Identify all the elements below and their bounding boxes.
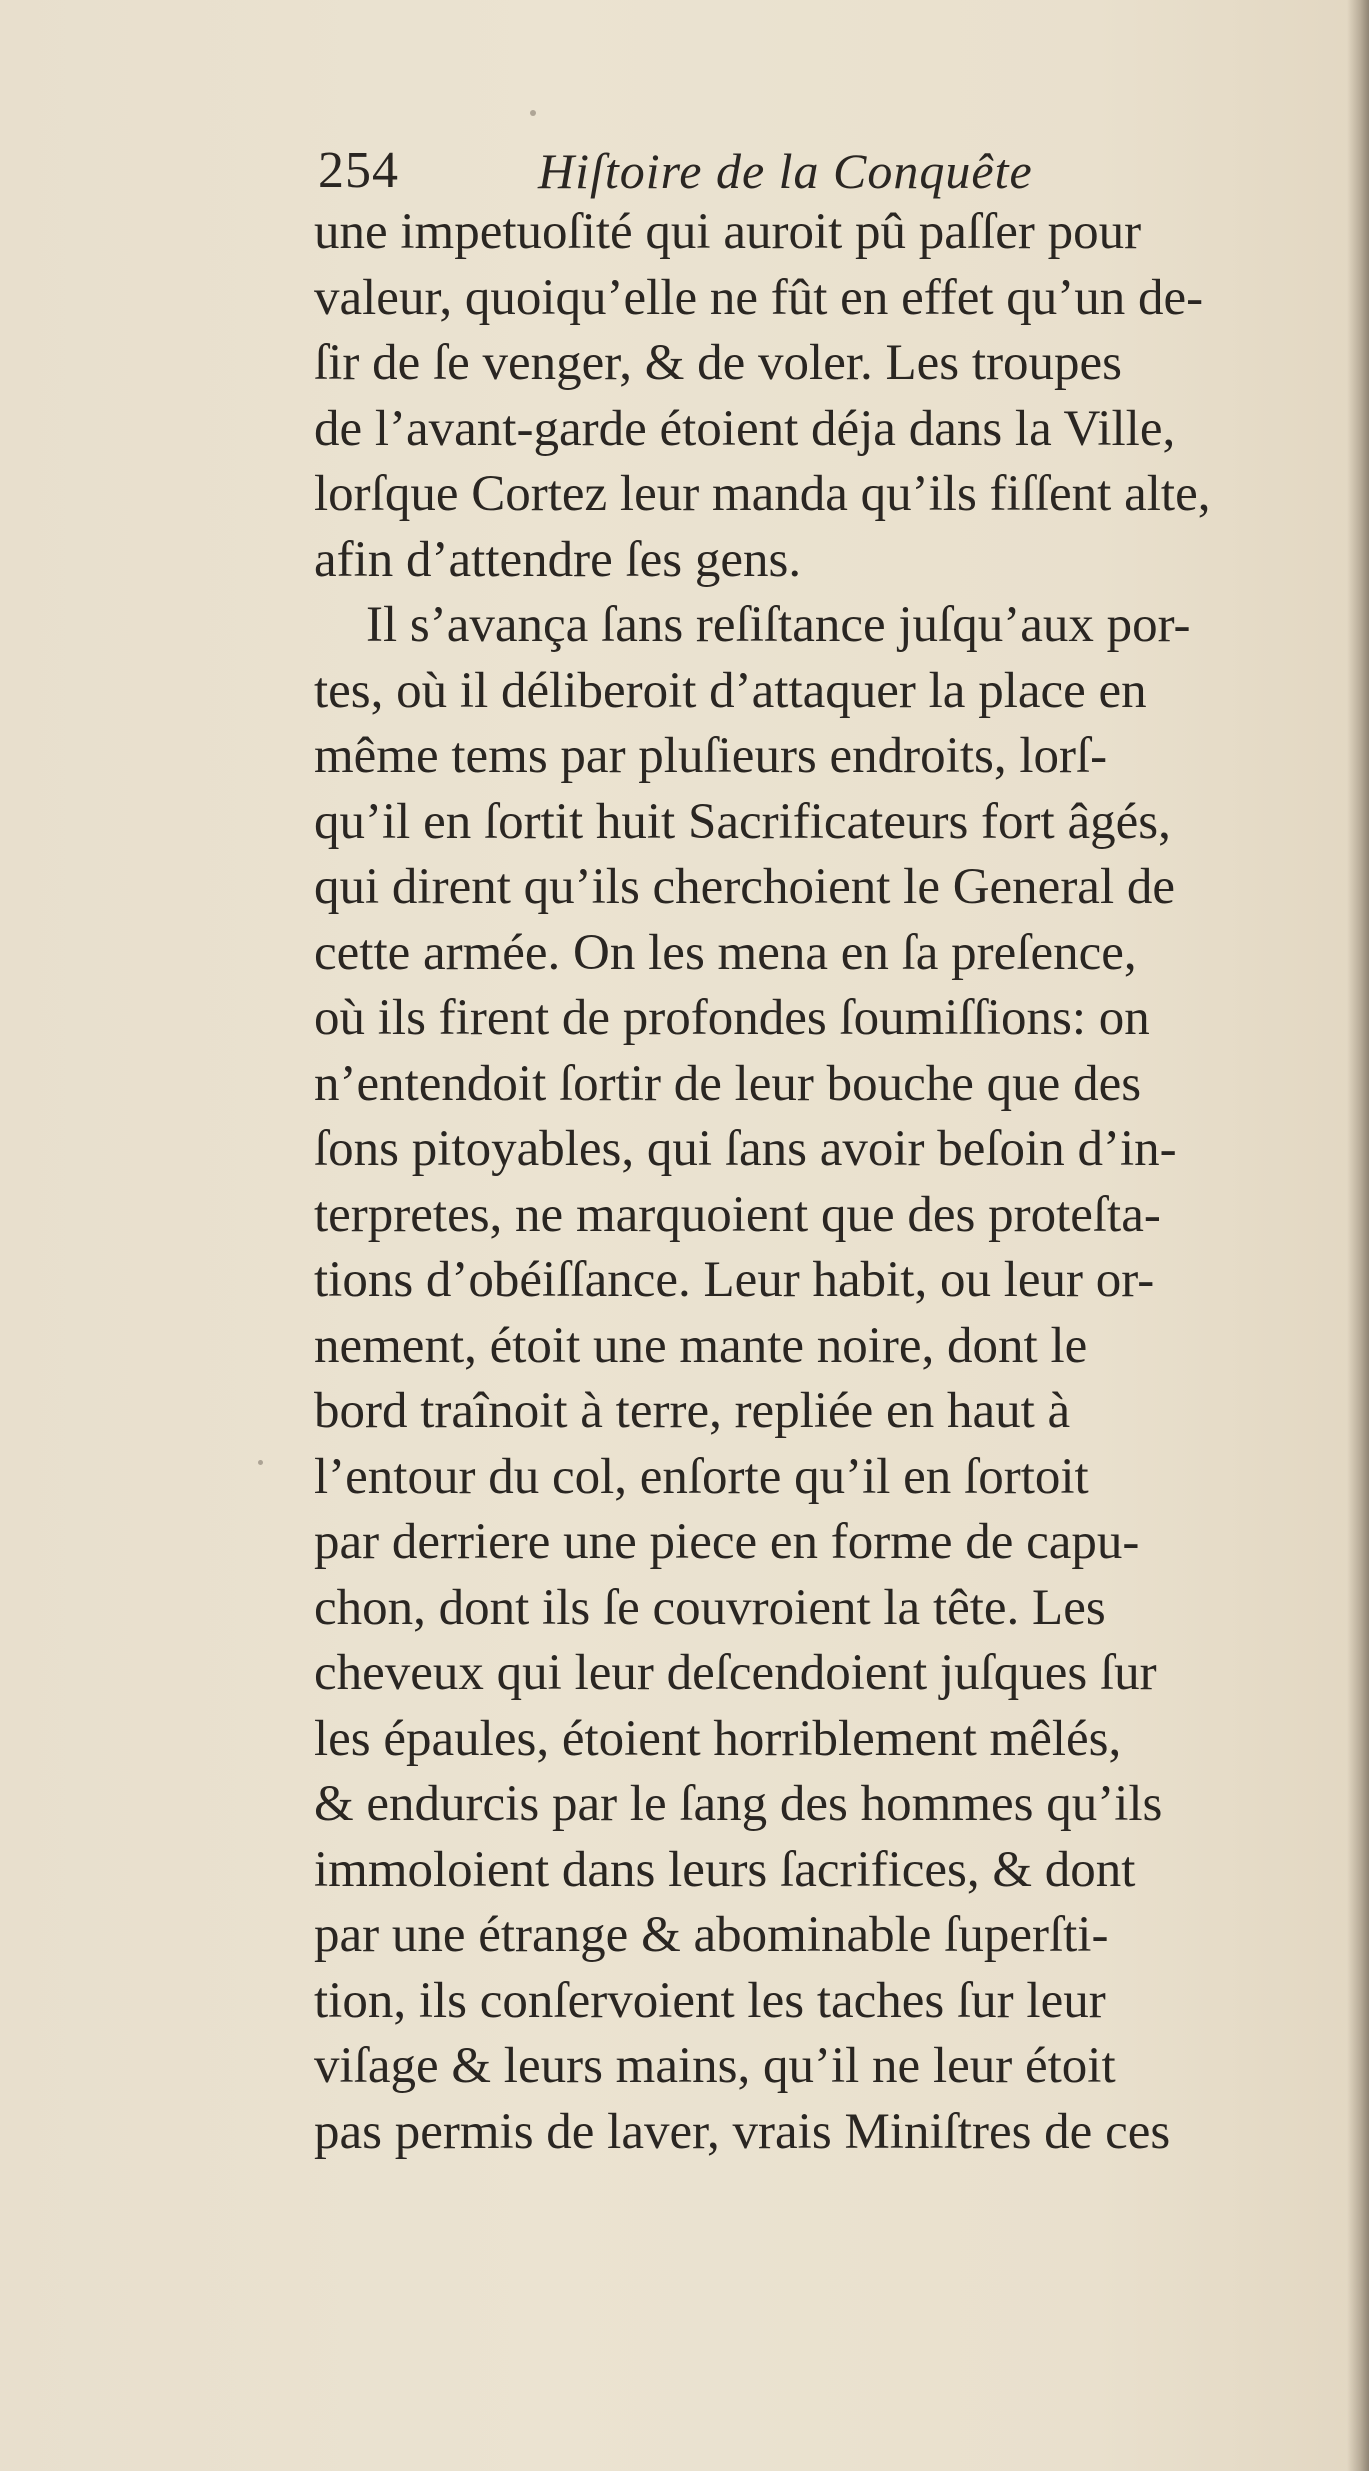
text-line: par une étrange & abominable ſuperſti- [314,1907,1109,1963]
text-line: même tems par pluſieurs endroits, lorſ- [314,728,1108,784]
text-line: & endurcis par le ſang des hommes qu’ils [314,1776,1163,1832]
text-line: n’entendoit ſortir de leur bouche que des [314,1055,1142,1112]
text-line: ſons pitoyables, qui ſans avoir beſoin d’in- [314,1121,1177,1177]
text-line: une impetuoſité qui auroit pû paſſer pour [314,204,1142,260]
text-line: valeur, quoiqu’elle ne fût en effet qu’un de- [314,269,1204,326]
text-line: viſage & leurs mains, qu’il ne leur étoit [314,2038,1116,2094]
paragraph-start-line: Il s’avança ſans reſiſtance juſqu’aux por- [366,597,1191,653]
paper-speck [530,110,536,116]
text-line: tion, ils conſervoient les taches ſur leur [314,1972,1106,2029]
text-line: afin d’attendre ſes gens. [314,531,802,588]
text-line: terpretes, ne marquoient que des proteſta- [314,1186,1161,1243]
text-line: chon, dont ils ſe couvroient la tête. Les [314,1579,1106,1636]
text-line: lorſque Cortez leur manda qu’ils fiſſent alte, [314,466,1211,522]
text-line: tions d’obéiſſance. Leur habit, ou leur or- [314,1252,1155,1308]
text-line: qu’il en ſortit huit Sacrificateurs fort âgés, [314,793,1171,850]
page-header [318,140,1238,202]
text-line: immoloient dans leurs ſacrifices, & dont [314,1841,1136,1898]
running-title: Hiſtoire de la Conquête [538,143,1033,199]
text-line: pas permis de laver, vrais Miniſtres de ces [314,2103,1171,2160]
paper-speck [258,1460,263,1465]
page-number: 254 [318,142,399,199]
text-line: l’entour du col, enſorte qu’il en ſortoit [314,1448,1089,1505]
text-line: où ils firent de profondes ſoumiſſions: on [314,990,1150,1046]
body-text [314,200,1369,2165]
text-line: cette armée. On les mena en ſa preſence, [314,924,1137,981]
text-line: bord traînoit à terre, repliée en haut à [314,1383,1071,1439]
text-line: les épaules, étoient horriblement mêlés, [314,1710,1122,1767]
text-line: nement, étoit une mante noire, dont le [314,1317,1088,1374]
text-line: ſir de ſe venger, & de voler. Les troupes [314,335,1123,391]
text-line: qui dirent qu’ils cherchoient le General de [314,859,1175,915]
text-line: par derriere une piece en forme de capu- [314,1514,1140,1570]
text-line: tes, où il déliberoit d’attaquer la place en [314,662,1147,719]
text-line: de l’avant-garde étoient déja dans la Ville, [314,400,1176,457]
text-line: cheveux qui leur deſcendoient juſques ſur [314,1645,1157,1701]
